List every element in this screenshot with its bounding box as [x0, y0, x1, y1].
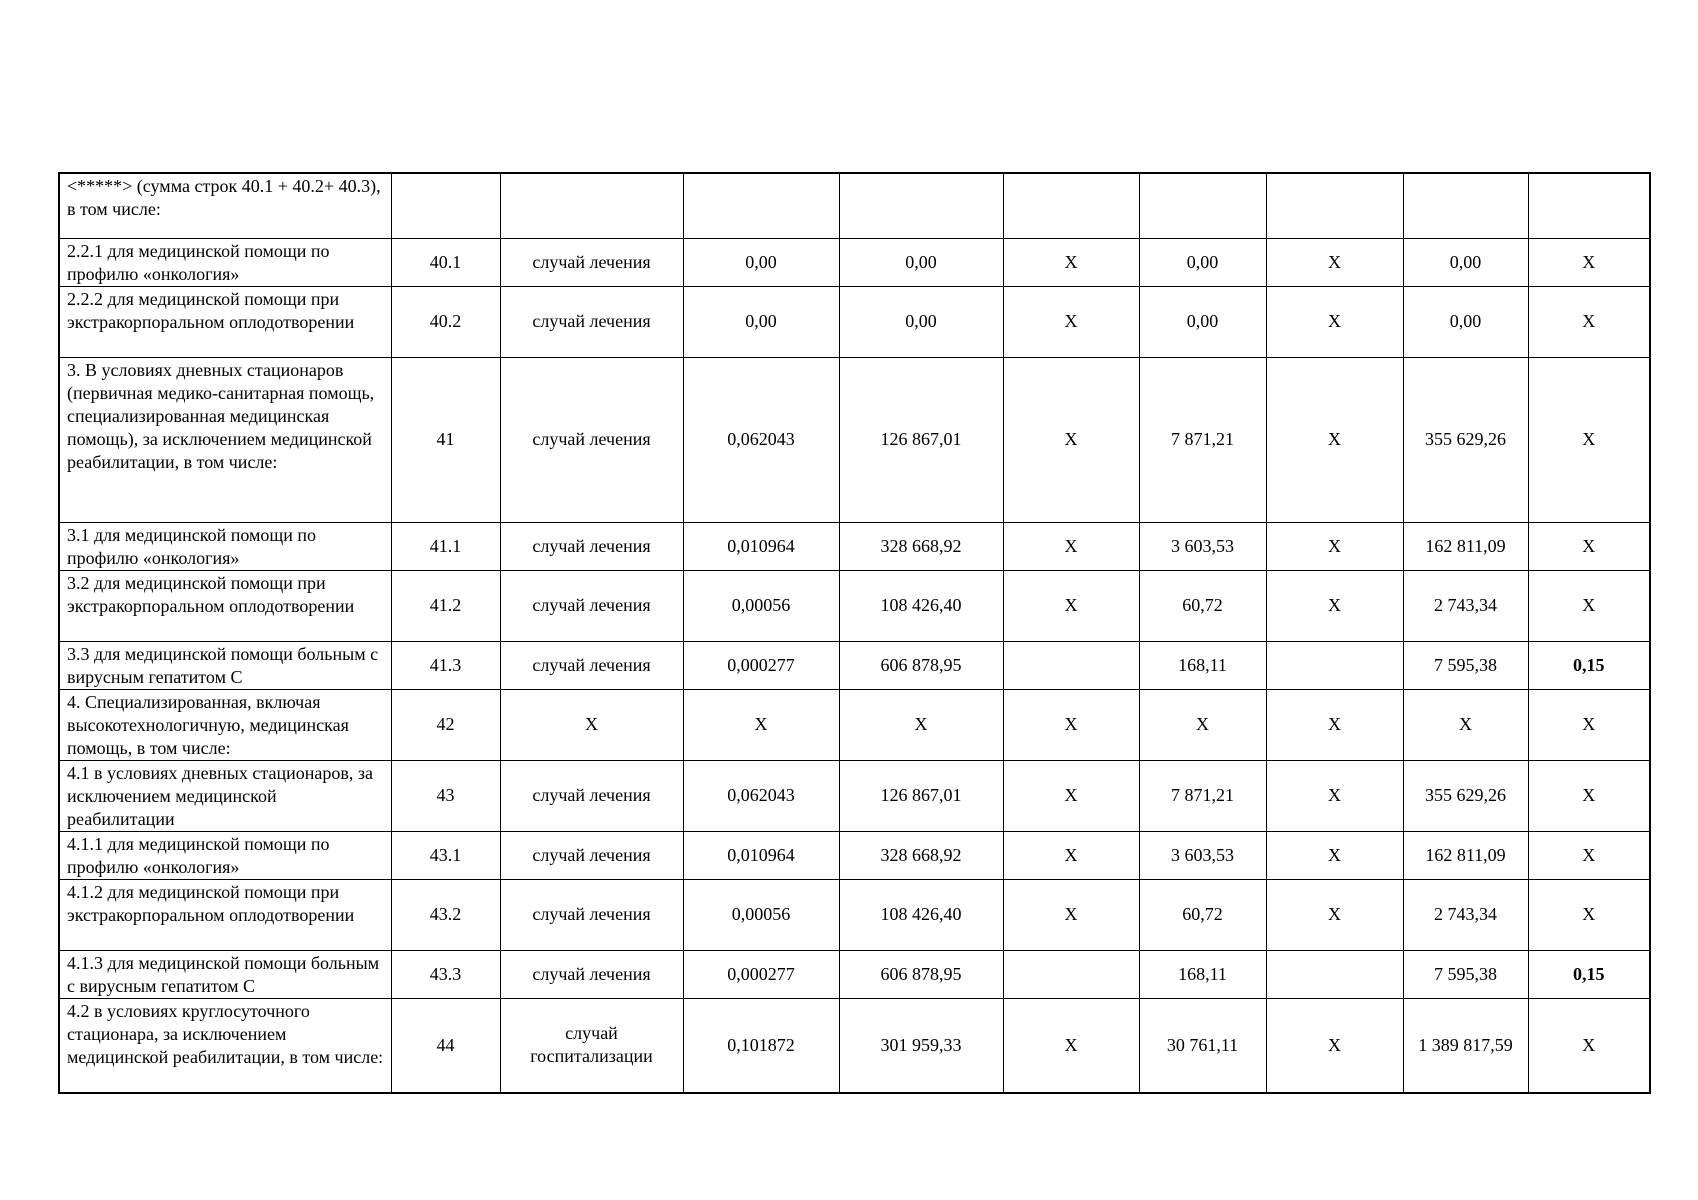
- value-cell: Х: [1403, 689, 1528, 760]
- row-number: 41.2: [391, 570, 500, 641]
- value-cell: Х: [1266, 879, 1403, 950]
- table-row: [59, 522, 1650, 570]
- value-cell: 162 811,09: [1403, 522, 1528, 570]
- value-cell: 7 871,21: [1139, 760, 1266, 831]
- value-cell: Х: [1528, 286, 1650, 357]
- value-cell: Х: [1003, 760, 1139, 831]
- value-cell: 301 959,33: [839, 998, 1003, 1093]
- unit-cell: случай лечения: [500, 238, 683, 286]
- row-number: 40.1: [391, 238, 500, 286]
- unit-cell: случай лечения: [500, 522, 683, 570]
- value-cell: Х: [1528, 570, 1650, 641]
- row-label: 4.1.1 для медицинской помощи по профилю «онкология»: [59, 831, 391, 879]
- value-cell: Х: [1528, 522, 1650, 570]
- unit-cell: случай госпитализации: [500, 998, 683, 1093]
- value-cell: Х: [1528, 998, 1650, 1093]
- value-cell: Х: [1266, 286, 1403, 357]
- value-cell: 168,11: [1139, 641, 1266, 689]
- row-label: 4.1.2 для медицинской помощи при экстракорпоральном оплодотворении: [59, 879, 391, 950]
- value-cell: Х: [1266, 522, 1403, 570]
- value-cell: [1003, 950, 1139, 998]
- row-label: 3.1 для медицинской помощи по профилю «онкология»: [59, 522, 391, 570]
- table-row: [59, 238, 1650, 286]
- unit-cell: Х: [500, 689, 683, 760]
- value-cell: 2 743,34: [1403, 879, 1528, 950]
- value-cell: [1003, 173, 1139, 238]
- value-cell: Х: [1266, 760, 1403, 831]
- value-cell: Х: [1528, 879, 1650, 950]
- value-cell: 0,00: [683, 286, 839, 357]
- value-cell: 0,101872: [683, 998, 839, 1093]
- value-cell: Х: [1003, 689, 1139, 760]
- value-cell: 0,15: [1528, 641, 1650, 689]
- value-cell: Х: [1266, 570, 1403, 641]
- value-cell: 126 867,01: [839, 357, 1003, 522]
- row-number: 43: [391, 760, 500, 831]
- value-cell: 0,00: [839, 286, 1003, 357]
- value-cell: Х: [1266, 689, 1403, 760]
- value-cell: 60,72: [1139, 879, 1266, 950]
- value-cell: [1266, 641, 1403, 689]
- value-cell: [1139, 173, 1266, 238]
- row-number: 41.3: [391, 641, 500, 689]
- unit-cell: случай лечения: [500, 879, 683, 950]
- table-row: [59, 831, 1650, 879]
- value-cell: 3 603,53: [1139, 522, 1266, 570]
- row-label: 3.2 для медицинской помощи при экстракорпоральном оплодотворении: [59, 570, 391, 641]
- value-cell: 0,00: [683, 238, 839, 286]
- row-number: 41: [391, 357, 500, 522]
- value-cell: 328 668,92: [839, 831, 1003, 879]
- value-cell: [1003, 641, 1139, 689]
- table-row: [59, 641, 1650, 689]
- value-cell: 0,00: [1139, 238, 1266, 286]
- value-cell: 0,000277: [683, 641, 839, 689]
- value-cell: [839, 173, 1003, 238]
- value-cell: 355 629,26: [1403, 760, 1528, 831]
- value-cell: Х: [1528, 760, 1650, 831]
- value-cell: 1 389 817,59: [1403, 998, 1528, 1093]
- value-cell: 0,00: [1139, 286, 1266, 357]
- value-cell: 0,000277: [683, 950, 839, 998]
- row-label: 3.3 для медицинской помощи больным с вирусным гепатитом С: [59, 641, 391, 689]
- table-row: [59, 357, 1650, 522]
- value-cell: 0,15: [1528, 950, 1650, 998]
- table-row: [59, 286, 1650, 357]
- unit-cell: случай лечения: [500, 760, 683, 831]
- value-cell: 30 761,11: [1139, 998, 1266, 1093]
- row-number: 43.1: [391, 831, 500, 879]
- value-cell: [1266, 950, 1403, 998]
- value-cell: 2 743,34: [1403, 570, 1528, 641]
- value-cell: Х: [1266, 831, 1403, 879]
- row-label: 4. Специализированная, включая высокотехнологичную, медицинская помощь, в том числе:: [59, 689, 391, 760]
- value-cell: Х: [1266, 238, 1403, 286]
- row-number: [391, 173, 500, 238]
- document-table: [58, 172, 1651, 1094]
- value-cell: Х: [1266, 998, 1403, 1093]
- row-number: 43.3: [391, 950, 500, 998]
- value-cell: 60,72: [1139, 570, 1266, 641]
- unit-cell: случай лечения: [500, 357, 683, 522]
- value-cell: Х: [1266, 357, 1403, 522]
- value-cell: 606 878,95: [839, 641, 1003, 689]
- row-number: 40.2: [391, 286, 500, 357]
- value-cell: 7 871,21: [1139, 357, 1266, 522]
- value-cell: 7 595,38: [1403, 641, 1528, 689]
- unit-cell: случай лечения: [500, 286, 683, 357]
- value-cell: [683, 173, 839, 238]
- row-label: 2.2.2 для медицинской помощи при экстракорпоральном оплодотворении: [59, 286, 391, 357]
- value-cell: 328 668,92: [839, 522, 1003, 570]
- value-cell: 0,00: [1403, 286, 1528, 357]
- value-cell: Х: [839, 689, 1003, 760]
- value-cell: 7 595,38: [1403, 950, 1528, 998]
- value-cell: Х: [1003, 286, 1139, 357]
- value-cell: Х: [1003, 357, 1139, 522]
- value-cell: Х: [1528, 238, 1650, 286]
- unit-cell: случай лечения: [500, 950, 683, 998]
- value-cell: 0,062043: [683, 357, 839, 522]
- row-number: 42: [391, 689, 500, 760]
- row-label: 2.2.1 для медицинской помощи по профилю «онкология»: [59, 238, 391, 286]
- value-cell: 168,11: [1139, 950, 1266, 998]
- value-cell: 0,062043: [683, 760, 839, 831]
- value-cell: Х: [1003, 998, 1139, 1093]
- value-cell: [1403, 173, 1528, 238]
- row-label: 4.2 в условиях круглосуточного стационара, за исключением медицинской реабилитации, в том числе:: [59, 998, 391, 1093]
- value-cell: Х: [683, 689, 839, 760]
- value-cell: 126 867,01: [839, 760, 1003, 831]
- value-cell: Х: [1139, 689, 1266, 760]
- unit-cell: [500, 173, 683, 238]
- unit-cell: случай лечения: [500, 831, 683, 879]
- value-cell: Х: [1003, 831, 1139, 879]
- value-cell: 0,010964: [683, 831, 839, 879]
- value-cell: Х: [1528, 831, 1650, 879]
- table-row: [59, 173, 1650, 238]
- table-row: [59, 950, 1650, 998]
- unit-cell: случай лечения: [500, 570, 683, 641]
- row-number: 44: [391, 998, 500, 1093]
- row-label: 4.1.3 для медицинской помощи больным с вирусным гепатитом С: [59, 950, 391, 998]
- value-cell: Х: [1003, 879, 1139, 950]
- value-cell: 3 603,53: [1139, 831, 1266, 879]
- value-cell: Х: [1003, 522, 1139, 570]
- value-cell: 0,00056: [683, 570, 839, 641]
- value-cell: 606 878,95: [839, 950, 1003, 998]
- value-cell: 0,010964: [683, 522, 839, 570]
- value-cell: 108 426,40: [839, 879, 1003, 950]
- value-cell: Х: [1528, 357, 1650, 522]
- row-number: 43.2: [391, 879, 500, 950]
- table-row: [59, 998, 1650, 1093]
- table-row: [59, 689, 1650, 760]
- value-cell: 162 811,09: [1403, 831, 1528, 879]
- value-cell: 0,00056: [683, 879, 839, 950]
- row-label: <*****> (сумма строк 40.1 + 40.2+ 40.3), в том числе:: [59, 173, 391, 238]
- unit-cell: случай лечения: [500, 641, 683, 689]
- value-cell: Х: [1528, 689, 1650, 760]
- value-cell: [1266, 173, 1403, 238]
- table-row: [59, 760, 1650, 831]
- value-cell: Х: [1003, 238, 1139, 286]
- value-cell: Х: [1003, 570, 1139, 641]
- table-row: [59, 570, 1650, 641]
- table-row: [59, 879, 1650, 950]
- value-cell: [1528, 173, 1650, 238]
- value-cell: 0,00: [1403, 238, 1528, 286]
- row-number: 41.1: [391, 522, 500, 570]
- value-cell: 108 426,40: [839, 570, 1003, 641]
- row-label: 3. В условиях дневных стационаров (первичная медико-санитарная помощь, специализированная медицинская помощь), за исключением медицинской реабилитации, в том числе:: [59, 357, 391, 522]
- value-cell: 0,00: [839, 238, 1003, 286]
- row-label: 4.1 в условиях дневных стационаров, за исключением медицинской реабилитации: [59, 760, 391, 831]
- value-cell: 355 629,26: [1403, 357, 1528, 522]
